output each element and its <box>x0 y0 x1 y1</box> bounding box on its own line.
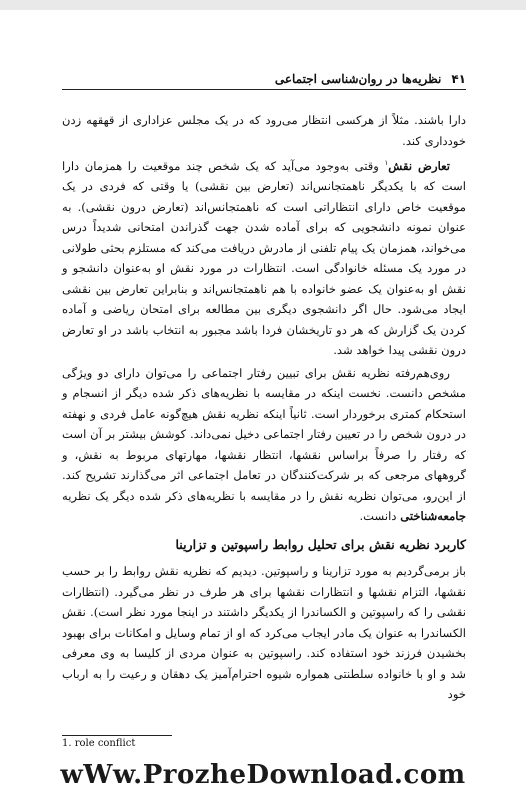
main-text <box>62 110 466 705</box>
paragraph-3-text: روی‌هم‌رفته نظریه نقش برای تبیین رفتار اجتماعی را می‌توان دارای دو ویژگی مشخص دانست. نخست اینکه در مقایسه با نظریه‌های ذکر شده دیگر از انسجام و استحکام کمتری برخوردار است. ثانیاً اینکه نظریه نقش هیچ‌گونه عامل فردی و نهفته در درون شخص را در تعیین رفتار اجتماعی دخیل نمی‌داند. کوشش بیشتر بر آن است که رفتار را صرفاً براساس نقشها، انتظار نقشها، مهارتهای مربوط به نقش، و گروههای مرجعی که بر شرکت‌کنندگان در تعامل اجتماعی اثر می‌گذارند تشریح کند. از این‌رو، می‌توان نظریه نقش را در مقایسه با نظریه‌های ذکر شده دیگر یک نظریه <box>62 365 466 503</box>
term-role-conflict: تعارض نقش <box>388 158 450 173</box>
paragraph-3 <box>62 363 466 527</box>
running-header <box>62 72 466 90</box>
paragraph-3-end: دانست. <box>359 509 401 524</box>
paragraph-2-text: وقتی به‌وجود می‌آید که یک شخص چند موقعیت را همزمان دارا است که با یکدیگر ناهمتجانس‌اند (تعارض بین نقشی) یا وقتی که فردی در یک موقعیت خاص دارای انتظاراتی است که ناهمتجانس‌اند (تعارض درون نقشی). به عنوان نمونه دانشجویی که برای آماده شدن جهت گذراندن امتحانی شدیداً درس می‌خواند، همزمان یک پیام تلفنی از مادرش دریافت می‌کند که مستلزم بحثی طولانی در مورد یک مسئله خانوادگی است. انتظارات در مورد نقش او به‌عنوان دانشجو و نقش او به‌عنوان یک عضو خانواده با هم ناهمتجانس‌اند و بنابراین تعارض بین نقشی ایجاد می‌شود. حال اگر دانشجوی دیگری بین مطالعه برای امتحان ریاضی و آماده کردن یک گزارش که هر دو تاریخشان فردا باشد مجبور به انتخاب باشد در او تعارض درون نقشی پیدا خواهد شد. <box>62 158 466 358</box>
paragraph-4: باز برمی‌گردیم به مورد تزارینا و راسپوتین. دیدیم که نظریه نقش روابط را بر حسب نقشها، التزام نقشها و انتظارات نقشها برای هر طرف در نظر می‌گیرد. (انتظارات نقشی را که راسپوتین و الکساندرا از یکدیگر داشتند در اینجا مورد نظر است). نقش الکساندرا به عنوان یک مادر ایجاب می‌کرد که او از تمام وسایل و امکانات برای بهبود بخشیدن فرزند خود استفاده کند. راسپوتین به عنوان مردی از کلیسا به وی معرفی شد و او با خانواده سلطنتی همواره شیوه احترام‌آمیز یک دهقان و رعیت را به ارباب خود <box>62 564 466 702</box>
page-number: ۴۱ <box>451 72 466 86</box>
footnote-marker: ۱ <box>384 159 389 167</box>
paragraph-1: دارا باشند. مثلاً از هرکسی انتظار می‌رود که در یک مجلس عزاداری از قهقهه زدن خودداری کند. <box>62 113 466 148</box>
footnote: 1. role conflict <box>62 738 136 749</box>
page-top-edge <box>0 0 526 10</box>
section-heading: کاربرد نظریه نقش برای تحلیل روابط راسپوتین و تزارینا <box>175 536 466 552</box>
running-title: نظریه‌ها در روان‌شناسی اجتماعی <box>274 72 442 86</box>
book-page <box>62 72 466 707</box>
paragraph-2 <box>62 153 466 361</box>
footnote-divider <box>62 735 172 736</box>
emphasis-sociological: جامعه‌شناختی <box>400 509 466 524</box>
watermark: wWw.ProzheDownload.com <box>60 760 466 790</box>
